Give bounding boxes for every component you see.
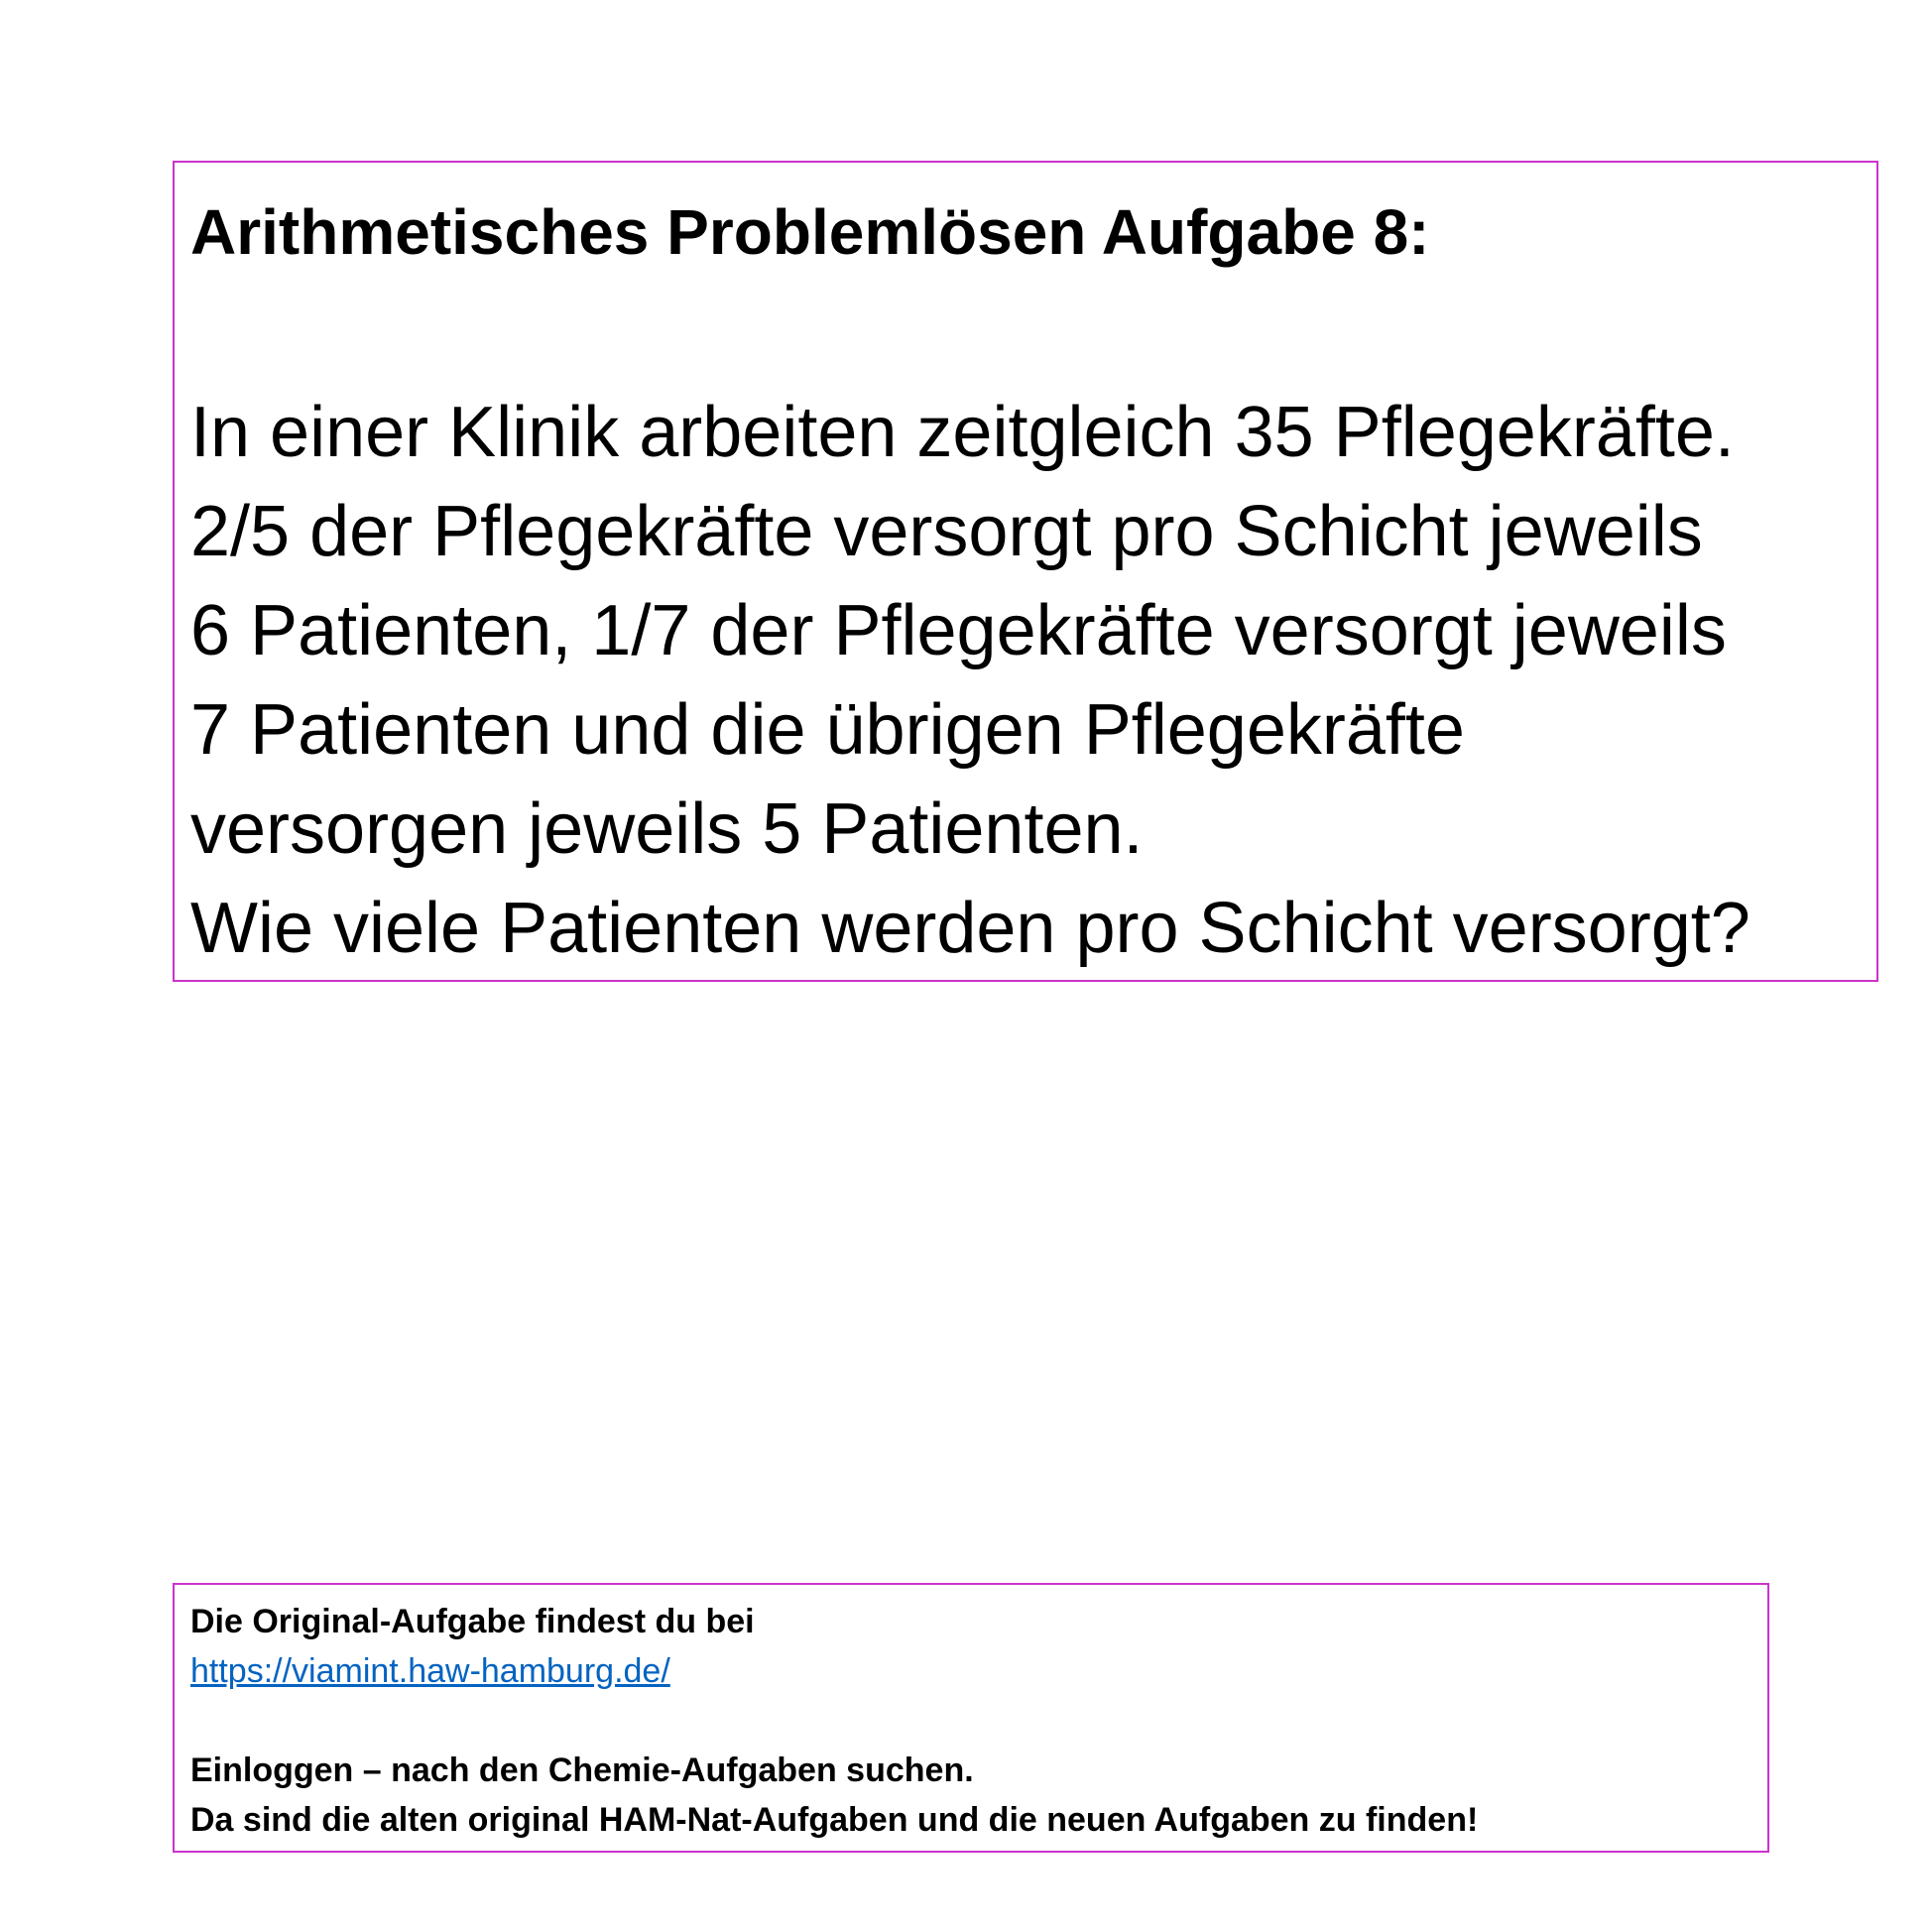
- task-text-line: 6 Patienten, 1/7 der Pflegekräfte versorgt jeweils: [190, 591, 1727, 670]
- title-spacer: [190, 280, 1863, 383]
- login-instruction: Einloggen – nach den Chemie-Aufgaben suchen.: [190, 1751, 974, 1789]
- availability-note: Da sind die alten original HAM-Nat-Aufgaben und die neuen Aufgaben zu finden!: [190, 1801, 1479, 1839]
- source-intro: Die Original-Aufgabe findest du bei: [190, 1603, 755, 1640]
- task-text-line: versorgen jeweils 5 Patienten.: [190, 789, 1144, 869]
- task-box: [173, 161, 1878, 982]
- task-question: Wie viele Patienten werden pro Schicht versorgt?: [190, 889, 1751, 968]
- source-info-box: [173, 1583, 1769, 1853]
- info-spacer: [190, 1696, 1753, 1746]
- task-text-line: 7 Patienten und die übrigen Pflegekräfte: [190, 690, 1465, 770]
- task-title: Arithmetisches Problemlösen Aufgabe 8:: [190, 196, 1430, 268]
- source-link[interactable]: https://viamint.haw-hamburg.de/: [190, 1652, 670, 1690]
- task-text-line: 2/5 der Pflegekräfte versorgt pro Schicht jeweils: [190, 492, 1703, 571]
- task-text-line: In einer Klinik arbeiten zeitgleich 35 Pflegekräfte.: [190, 393, 1735, 472]
